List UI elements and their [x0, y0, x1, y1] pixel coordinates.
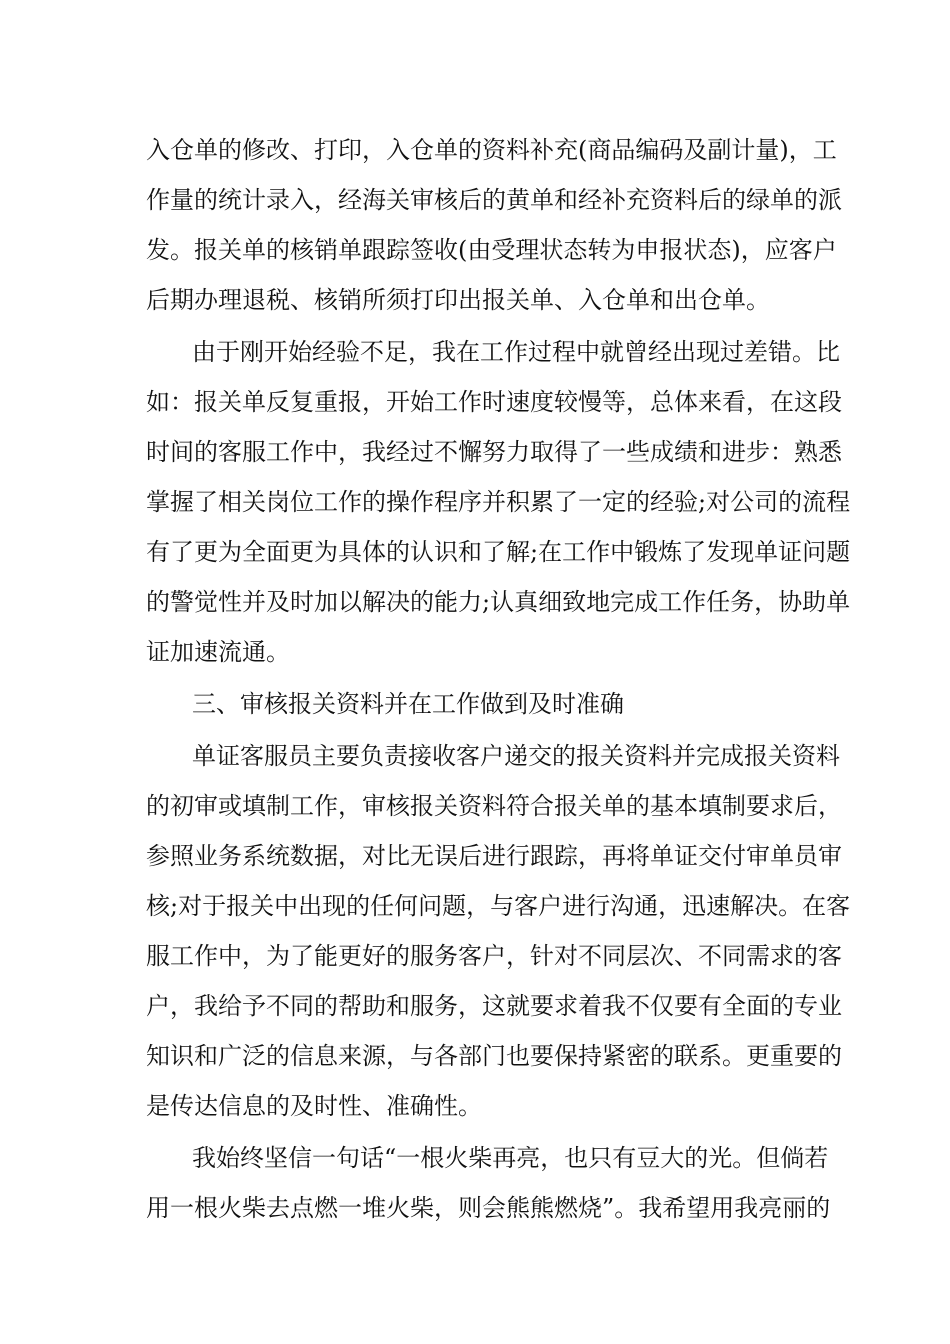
text-line: 入仓单的修改、打印，入仓单的资料补充(商品编码及副计量)，工 — [146, 136, 837, 164]
text-line: 有了更为全面更为具体的认识和了解;在工作中锻炼了发现单证问题 — [146, 538, 851, 566]
text-line: 如：报关单反复重报，开始工作时速度较慢等，总体来看，在这段 — [146, 388, 842, 416]
text-line: 参照业务系统数据，对比无误后进行跟踪，再将单证交付审单员审 — [146, 842, 842, 870]
text-line: 发。报关单的核销单跟踪签收(由受理状态转为申报状态)，应客户 — [146, 236, 837, 264]
text-line: 知识和广泛的信息来源，与各部门也要保持紧密的联系。更重要的 — [146, 1042, 842, 1070]
text-line: 时间的客服工作中，我经过不懈努力取得了一些成绩和进步：熟悉 — [146, 438, 842, 466]
text-line: 是传达信息的及时性、准确性。 — [146, 1092, 482, 1120]
text-line: 我始终坚信一句话“一根火柴再亮，也只有豆大的光。但倘若 — [192, 1144, 829, 1172]
text-line: 由于刚开始经验不足，我在工作过程中就曾经出现过差错。比 — [192, 338, 840, 366]
text-line: 的警觉性并及时加以解决的能力;认真细致地完成工作任务，协助单 — [146, 588, 851, 616]
text-line: 作量的统计录入，经海关审核后的黄单和经补充资料后的绿单的派 — [146, 186, 842, 214]
text-line: 户，我给予不同的帮助和服务，这就要求着我不仅要有全面的专业 — [146, 992, 842, 1020]
text-line: 核;对于报关中出现的任何问题，与客户进行沟通，迅速解决。在客 — [146, 892, 851, 920]
text-line: 用一根火柴去点燃一堆火柴，则会熊熊燃烧”。我希望用我亮丽的 — [146, 1194, 831, 1222]
section-heading: 三、审核报关资料并在工作做到及时准确 — [192, 690, 624, 718]
text-line: 的初审或填制工作，审核报关资料符合报关单的基本填制要求后， — [146, 792, 842, 820]
text-line: 证加速流通。 — [146, 638, 290, 666]
text-line: 单证客服员主要负责接收客户递交的报关资料并完成报关资料 — [192, 742, 840, 770]
text-line: 后期办理退税、核销所须打印出报关单、入仓单和出仓单。 — [146, 286, 770, 314]
text-line: 服工作中，为了能更好的服务客户，针对不同层次、不同需求的客 — [146, 942, 842, 970]
text-line: 掌握了相关岗位工作的操作程序并积累了一定的经验;对公司的流程 — [146, 488, 851, 516]
